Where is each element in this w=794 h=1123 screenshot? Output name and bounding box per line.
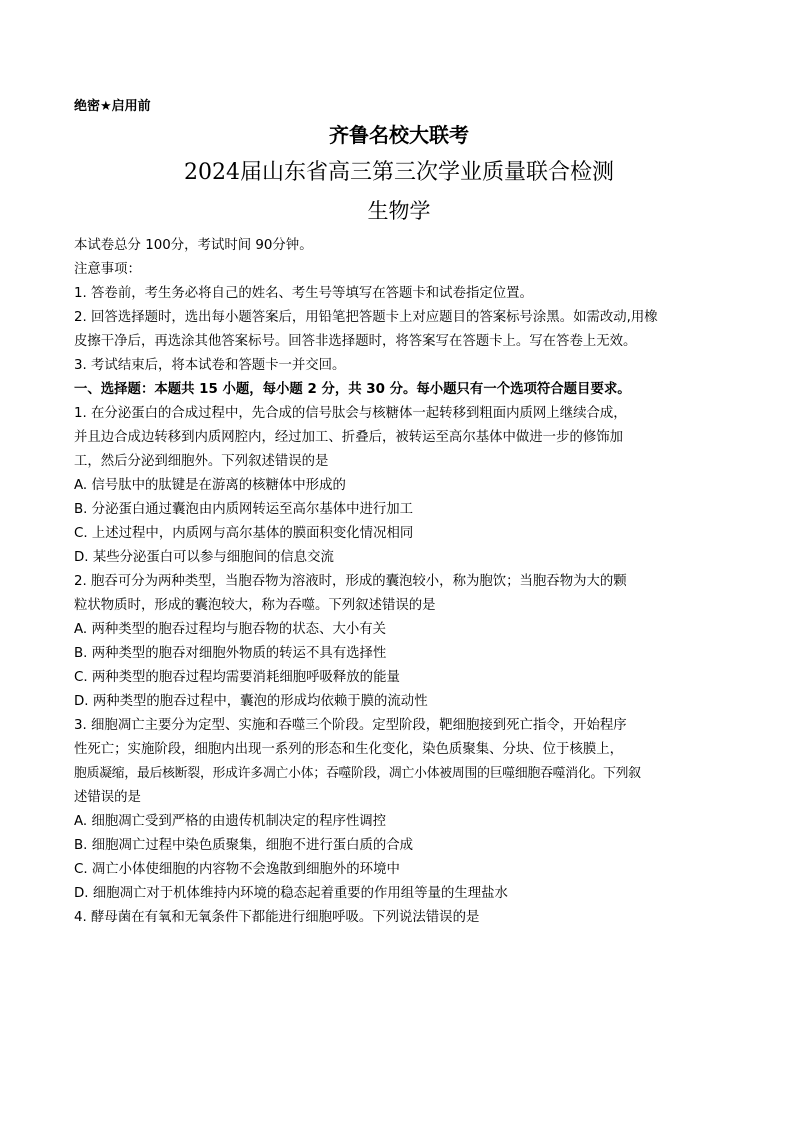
option-d: D. 细胞凋亡对于机体维持内环境的稳态起着重要的作用组等量的生理盐水 bbox=[74, 886, 508, 901]
option-c: C. 上述过程中，内质网与高尔基体的膜面积变化情况相同 bbox=[74, 526, 414, 541]
option-d: D. 某些分泌蛋白可以参与细胞间的信息交流 bbox=[74, 550, 334, 565]
option-a: A. 细胞凋亡受到严格的由遗传机制决定的程序性调控 bbox=[74, 814, 387, 829]
exam-title: 2024届山东省高三第三次学业质量联合检测 bbox=[184, 160, 614, 185]
question-stem-line: 工，然后分泌到细胞外。下列叙述错误的是 bbox=[74, 454, 329, 469]
option-c: C. 凋亡小体使细胞的内容物不会逸散到细胞外的环境中 bbox=[74, 862, 400, 877]
exam-series-title: 齐鲁名校大联考 bbox=[329, 123, 469, 147]
question-stem-line: 性死亡；实施阶段，细胞内出现一系列的形态和生化变化，染色质聚集、分块、位于核膜上， bbox=[74, 742, 624, 757]
question-stem-line: 并且边合成边转移到内质网腔内，经过加工、折叠后，被转运至高尔基体中做进一步的修饰加 bbox=[74, 430, 624, 445]
option-b: B. 分泌蛋白通过囊泡由内质网转运至高尔基体中进行加工 bbox=[74, 502, 414, 517]
option-d: D. 两种类型的胞吞过程中，囊泡的形成均依赖于膜的流动性 bbox=[74, 694, 428, 709]
question-stem-line: 1. 在分泌蛋白的合成过程中，先合成的信号肽会与核糖体一起转移到粗面内质网上继续合成， bbox=[74, 406, 627, 421]
question-1 bbox=[74, 402, 724, 570]
section-heading: 一、选择题：本题共 15 小题，每小题 2 分，共 30 分。每小题只有一个选项符合题目要求。 bbox=[74, 382, 631, 397]
question-stem-line: 3. 细胞凋亡主要分为定型、实施和吞噬三个阶段。定型阶段，靶细胞接到死亡指令，开始程序 bbox=[74, 718, 627, 733]
notice-item: 1. 答卷前，考生务必将自己的姓名、考生号等填写在答题卡和试卷指定位置。 bbox=[74, 286, 533, 301]
question-stem-line: 4. 酵母菌在有氧和无氧条件下都能进行细胞呼吸。下列说法错误的是 bbox=[74, 910, 480, 925]
secret-label: 绝密★启用前 bbox=[74, 99, 151, 114]
notice-item: 皮擦干净后，再选涂其他答案标号。回答非选择题时，将答案写在答题卡上。写在答卷上无效。 bbox=[74, 334, 637, 349]
notice-item: 2. 回答选择题时，选出每小题答案后，用铅笔把答题卡上对应题目的答案标号涂黑。如需改动,用橡 bbox=[74, 310, 658, 325]
option-a: A. 两种类型的胞吞过程均与胞吞物的状态、大小有关 bbox=[74, 622, 387, 637]
question-stem-line: 粒状物质时，形成的囊泡较大，称为吞噬。下列叙述错误的是 bbox=[74, 598, 436, 613]
option-a: A. 信号肽中的肽键是在游离的核糖体中形成的 bbox=[74, 478, 346, 493]
notice-title: 注意事项： bbox=[74, 262, 141, 277]
option-c: C. 两种类型的胞吞过程均需要消耗细胞呼吸释放的能量 bbox=[74, 670, 400, 685]
option-b: B. 细胞凋亡过程中染色质聚集，细胞不进行蛋白质的合成 bbox=[74, 838, 414, 853]
exam-duration-info: 本试卷总分 100分，考试时间 90分钟。 bbox=[74, 238, 313, 253]
question-stem-line: 2. 胞吞可分为两种类型，当胞吞物为溶液时，形成的囊泡较小，称为胞饮；当胞吞物为大的颗 bbox=[74, 574, 627, 589]
question-stem-line: 胞质凝缩，最后核断裂，形成许多凋亡小体；吞噬阶段，凋亡小体被周围的巨噬细胞吞噬消化。下列叙 bbox=[74, 766, 641, 781]
question-stem-line: 述错误的是 bbox=[74, 790, 141, 805]
notice-item: 3. 考试结束后，将本试卷和答题卡一并交回。 bbox=[74, 358, 346, 373]
question-3 bbox=[74, 714, 724, 906]
subject-title: 生物学 bbox=[367, 199, 431, 223]
question-2 bbox=[74, 570, 724, 714]
option-b: B. 两种类型的胞吞对细胞外物质的转运不具有选择性 bbox=[74, 646, 387, 661]
question-4 bbox=[74, 906, 724, 930]
